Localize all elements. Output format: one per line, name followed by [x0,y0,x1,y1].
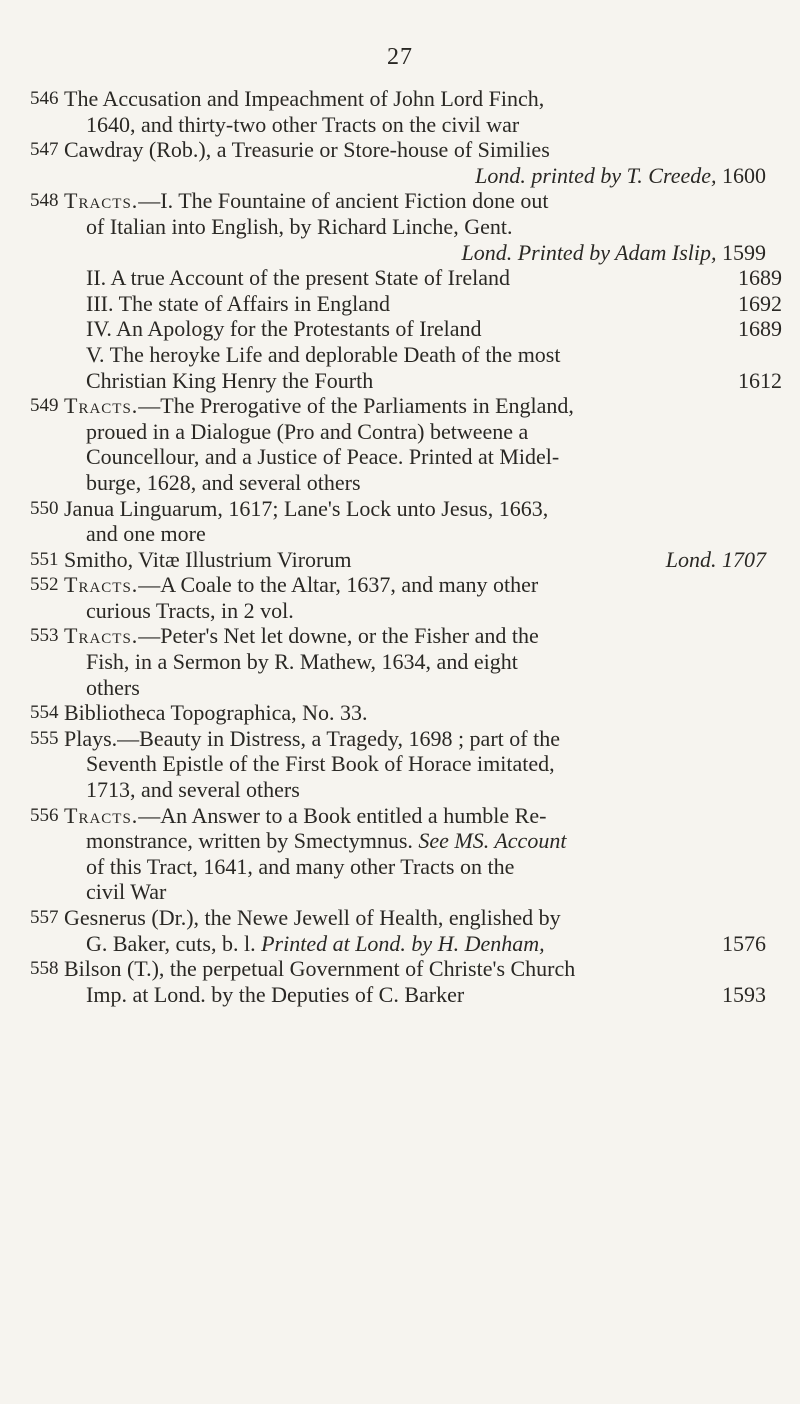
entry-547 [30,137,782,188]
entry-number: 557 [30,907,59,928]
entry-text: Gesnerus (Dr.), the Newe Jewell of Health, englished by [64,905,561,930]
sub-item-text: IV. An Apology for the Protestants of Ireland [86,316,482,342]
entry-heading: Tracts. [64,623,139,649]
entry-number: 548 [30,190,59,212]
entry-imprint [64,240,782,266]
imprint-text: Lond. Printed by Adam Islip, [461,239,717,265]
entry-number: 553 [30,625,59,647]
sub-item-year: 1689 [738,316,782,342]
entry-557 [30,905,782,956]
entry-heading: Tracts. [64,393,139,419]
entry-text-part: G. Baker, cuts, b. l. [86,930,256,956]
entry-text: of Italian into English, by Richard Linche, Gent. [86,213,513,239]
entry-text: and one more [86,521,206,547]
imprint-year: 1576 [722,930,766,956]
entry-text: Plays.—Beauty in Distress, a Tragedy, 1698 ; part of the [64,725,560,751]
entry-number: 551 [30,548,59,570]
entry-554 [30,700,782,726]
entry-text [64,828,782,854]
entry-text: Seventh Epistle of the First Book of Horace imitated, [86,751,555,777]
entry-556 [30,803,782,905]
entry-text [64,572,782,598]
sub-item-text: II. A true Account of the present State of Ireland [86,265,510,291]
entry-number: 555 [30,727,59,749]
entry-text-part: monstrance, written by Smectymnus. [86,828,413,854]
entry-heading: Tracts. [64,572,139,598]
entry-text: 1713, and several others [86,777,300,803]
entry-heading: Tracts. [64,802,139,828]
sub-item-year: 1612 [738,367,782,393]
entry-text-part: —A Coale to the Altar, 1637, and many other [138,572,539,598]
sub-item-year: 1689 [738,265,782,291]
imprint-year: 1599 [722,239,766,265]
entry-text [64,982,782,1008]
entry-text [64,547,782,573]
entry-number: 547 [30,139,59,161]
entry-text: curious Tracts, in 2 vol. [86,597,294,623]
entry-551 [30,547,782,573]
entry-548 [30,188,782,393]
entry-text [64,931,782,957]
sub-item [64,316,782,342]
entry-558 [30,956,782,1007]
entry-text: Janua Linguarum, 1617; Lane's Lock unto Jesus, 1663, [64,495,549,521]
sub-item-text: Christian King Henry the Fourth [86,367,374,393]
entry-number: 552 [30,574,59,596]
sub-item [64,291,782,317]
imprint-text: Printed at Lond. by H. Denham, [261,930,545,956]
entry-text-part: —The Prerogative of the Parliaments in England, [138,393,574,419]
sub-item: V. The heroyke Life and deplorable Death of the most [86,341,561,367]
entry-text: of this Tract, 1641, and many other Tracts on the [86,853,515,879]
entry-553 [30,623,782,700]
entry-555 [30,726,782,803]
entry-heading: Tracts. [64,188,139,214]
entry-text: Bilson (T.), the perpetual Government of Christe's Church [64,956,576,982]
entry-number: 546 [30,88,59,109]
entry-text: others [86,674,140,700]
entry-see-reference: See MS. Account [418,828,567,854]
sub-item [64,265,782,291]
entry-text-part: —An Answer to a Book entitled a humble Re- [138,802,547,828]
entry-text [64,188,782,214]
entry-552 [30,572,782,623]
entry-text: civil War [86,879,167,905]
entry-text [64,803,782,829]
entry-number: 558 [30,958,59,980]
entry-text-part: —I. The Fountaine of ancient Fiction done out [138,188,549,214]
entry-number: 556 [30,804,59,826]
entry-text: burge, 1628, and several others [86,469,361,495]
entry-546 [30,86,782,137]
entry-text: Councellour, and a Justice of Peace. Printed at Midel- [86,444,560,470]
entry-number: 554 [30,702,59,724]
entry-number: 549 [30,395,59,417]
entry-imprint: Lond. 1707 [665,546,766,572]
entry-text: 1640, and thirty-two other Tracts on the civil war [86,111,520,137]
entry-text [64,393,782,419]
imprint-year: 1600 [722,162,766,188]
sub-item [64,368,782,394]
entry-text-part: Smitho, Vitæ Illustrium Virorum [64,546,352,572]
entry-number: 550 [30,497,59,519]
entry-550 [30,496,782,547]
entry-imprint [64,163,782,189]
entry-text: Cawdray (Rob.), a Treasurie or Store-house of Similies [64,137,550,163]
entry-text: Bibliotheca Topographica, No. 33. [64,700,368,726]
imprint-text: Lond. printed by T. Creede, [475,162,717,188]
entry-text-part: —Peter's Net let downe, or the Fisher and the [138,623,539,649]
entry-text: The Accusation and Impeachment of John Lord Finch, [64,86,545,111]
page-number: 27 [387,44,413,70]
entry-549 [30,393,782,495]
entry-text: proued in a Dialogue (Pro and Contra) betweene a [86,418,529,444]
sub-item-year: 1692 [738,290,782,316]
entry-text-part: Imp. at Lond. by the Deputies of C. Barker [86,981,465,1007]
entry-text: Fish, in a Sermon by R. Mathew, 1634, and eight [86,649,518,675]
catalogue-entries [30,86,782,1007]
entry-text [64,623,782,649]
sub-item-text: III. The state of Affairs in England [86,290,391,316]
imprint-year: 1593 [722,981,766,1007]
